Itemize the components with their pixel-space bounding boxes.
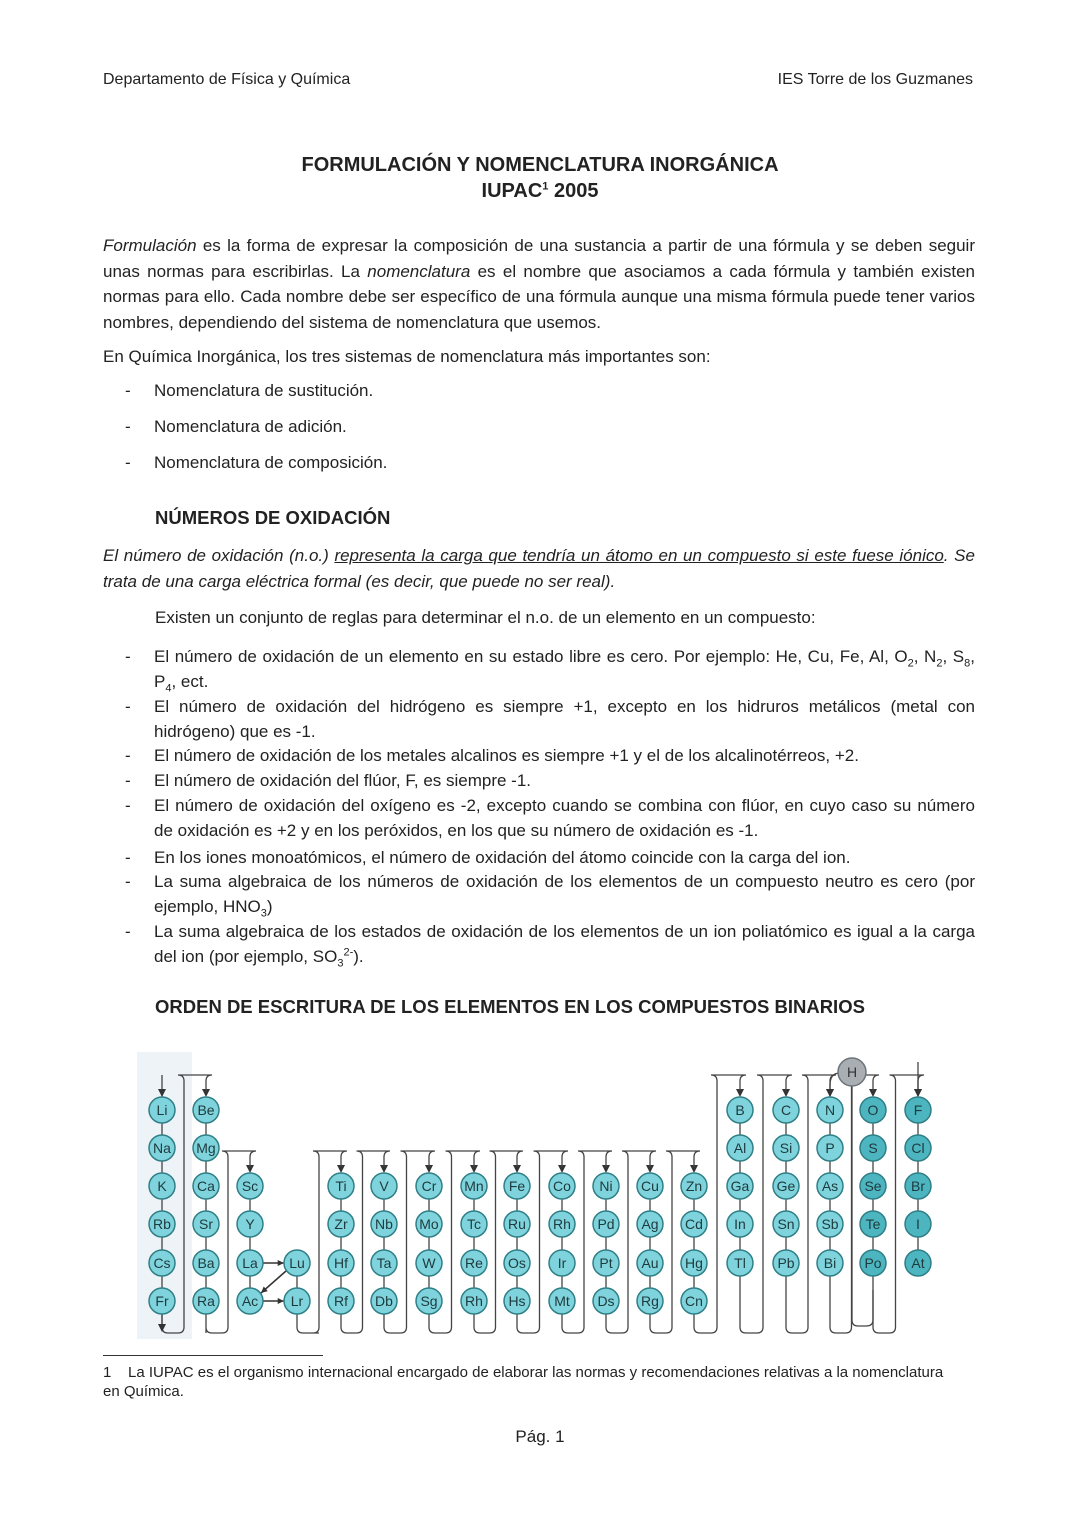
footnote-ref: 1 bbox=[542, 180, 549, 193]
intro-paragraph: Formulación es la forma de expresar la composición de una sustancia a partir de una fórmula y se deben seguir unas normas para escribirlas. La nomenclatura es el nombre que asociamos a cada fórmula y también existen normas para ello. Cada nombre debe ser específico de una fórmula aunque una misma fórmula puede tener varios nombres, dependiendo del sistema de nomenclatura que usemos. bbox=[103, 236, 976, 332]
element-symbol: Rh bbox=[465, 1293, 483, 1309]
element-symbol: Be bbox=[197, 1102, 215, 1118]
rule-item: - El número de oxidación de un elemento en su estado libre es cero. Por ejemplo: He, Cu, Fe, Al, $O_2$, $N_2$, $S_8$, $P_4$, ect. bbox=[125, 647, 975, 695]
document-title: FORMULACIÓN Y NOMENCLATURA INORGÁNICA bbox=[301, 154, 779, 176]
element-symbol: O bbox=[867, 1102, 879, 1118]
element-symbol: Pt bbox=[599, 1255, 613, 1271]
list-item: - Nomenclatura de sustitución. bbox=[125, 381, 374, 400]
list-item: - Nomenclatura de composición. bbox=[125, 453, 388, 472]
element-symbol: Sc bbox=[241, 1178, 259, 1194]
element-symbol: Hs bbox=[508, 1293, 526, 1309]
rule-item: - La suma algebraica de los números de oxidación de los elementos de un compuesto neutro es cero (por ejemplo, $HNO_3$) bbox=[125, 872, 975, 920]
element-symbol: Sb bbox=[821, 1216, 839, 1232]
element-symbol: V bbox=[379, 1178, 389, 1194]
element-symbol: Rh bbox=[553, 1216, 571, 1232]
element-symbol: Rb bbox=[153, 1216, 171, 1232]
rule-item: - En los iones monoatómicos, el número de oxidación del átomo coincide con la carga del ion. bbox=[125, 848, 851, 867]
element-symbol: Ir bbox=[557, 1255, 567, 1271]
header-school: IES Torre de los Guzmanes bbox=[777, 71, 973, 88]
page-number: Pág. 1 bbox=[515, 1427, 565, 1446]
element-symbol: As bbox=[821, 1178, 839, 1194]
element-symbol: Br bbox=[911, 1178, 925, 1194]
rule-item: - La suma algebraica de los estados de oxidación de los elementos de un ion poliatómico es igual a la carga del ion (por ejemplo, $SO_3^{2-}$). bbox=[125, 922, 975, 970]
element-symbol: Pd bbox=[597, 1216, 615, 1232]
element-symbol: Ac bbox=[241, 1293, 259, 1309]
element-symbol: Fr bbox=[155, 1293, 169, 1309]
element-symbol: Mn bbox=[464, 1178, 484, 1194]
element-symbol: Sn bbox=[777, 1216, 795, 1232]
element-symbol: Mg bbox=[196, 1140, 216, 1156]
element-symbol: Li bbox=[156, 1102, 168, 1118]
element-symbol: Rf bbox=[334, 1293, 348, 1309]
arrow-icon bbox=[278, 1260, 284, 1266]
element-symbol: Lr bbox=[290, 1293, 304, 1309]
element-symbol: Se bbox=[864, 1178, 882, 1194]
element-symbol: Ti bbox=[335, 1178, 347, 1194]
rule-item: - El número de oxidación del hidrógeno es siempre +1, excepto en los hidruros metálicos (metal con hidrógeno) que es -1. bbox=[125, 697, 975, 741]
element-symbol: Cn bbox=[685, 1293, 703, 1309]
element-symbol: Hg bbox=[685, 1255, 703, 1271]
element-symbol: Fe bbox=[508, 1178, 526, 1194]
rule-item: - El número de oxidación del flúor, F, es siempre -1. bbox=[125, 771, 532, 790]
element-symbol: W bbox=[422, 1255, 436, 1271]
element-symbol: Sr bbox=[199, 1216, 213, 1232]
element-symbol: Al bbox=[733, 1140, 747, 1156]
element-symbol: Ag bbox=[641, 1216, 659, 1232]
element-symbol: H bbox=[846, 1064, 858, 1080]
element-symbol: Mo bbox=[419, 1216, 439, 1232]
element-symbol: Sg bbox=[420, 1293, 438, 1309]
element-symbol: Y bbox=[245, 1216, 255, 1232]
element-symbol: Nb bbox=[375, 1216, 393, 1232]
element-symbol: Ra bbox=[197, 1293, 215, 1309]
element-symbol: Si bbox=[779, 1140, 793, 1156]
element-symbol: Au bbox=[641, 1255, 659, 1271]
element-symbol: K bbox=[157, 1178, 167, 1194]
element-symbol: Ga bbox=[730, 1178, 750, 1194]
element-symbol: At bbox=[911, 1255, 925, 1271]
element-symbol: S bbox=[868, 1140, 878, 1156]
rules-intro: Existen un conjunto de reglas para determinar el n.o. de un elemento en un compuesto: bbox=[155, 608, 816, 627]
element-symbol: Re bbox=[465, 1255, 483, 1271]
element-symbol: N bbox=[824, 1102, 836, 1118]
header-department: Departamento de Física y Química bbox=[103, 71, 351, 88]
footnote: 1 La IUPAC es el organismo internacional encargado de elaborar las normas y recomendaciones relativas a la nomenclatura en Química. bbox=[103, 1364, 944, 1400]
arrow-icon bbox=[914, 1089, 922, 1097]
element-symbol: Te bbox=[865, 1216, 881, 1232]
section-heading-order: ORDEN DE ESCRITURA DE LOS ELEMENTOS EN LOS COMPUESTOS BINARIOS bbox=[155, 996, 865, 1017]
list-item: - Nomenclatura de adición. bbox=[125, 417, 347, 436]
element-symbol: Co bbox=[553, 1178, 571, 1194]
element-symbol: I bbox=[916, 1216, 920, 1232]
element-symbol: B bbox=[735, 1102, 745, 1118]
arrow-icon bbox=[826, 1089, 834, 1097]
element-symbol: Cr bbox=[421, 1178, 437, 1194]
element-symbol: Mt bbox=[554, 1293, 570, 1309]
rule-item: - El número de oxidación del oxígeno es -2, excepto cuando se combina con flúor, en cuyo caso su número de oxidación es +2 y en los peróxidos, en los que su número de oxidación es -1. bbox=[125, 796, 975, 840]
arrow-icon bbox=[278, 1298, 284, 1304]
element-symbol: Zr bbox=[334, 1216, 348, 1232]
document-subtitle: IUPAC$^1$ 2005 bbox=[481, 180, 599, 202]
element-symbol: Po bbox=[864, 1255, 882, 1271]
element-symbol: F bbox=[913, 1102, 923, 1118]
element-symbol: Ba bbox=[197, 1255, 215, 1271]
element-symbol: Ru bbox=[508, 1216, 526, 1232]
element-symbol: La bbox=[242, 1255, 258, 1271]
element-symbol: Rg bbox=[641, 1293, 659, 1309]
element-symbol: Ds bbox=[597, 1293, 615, 1309]
element-symbol: Cl bbox=[911, 1140, 925, 1156]
element-symbol: Ca bbox=[197, 1178, 215, 1194]
element-symbol: Bi bbox=[823, 1255, 837, 1271]
systems-intro: En Química Inorgánica, los tres sistemas de nomenclatura más importantes son: bbox=[103, 347, 711, 366]
element-symbol: C bbox=[780, 1102, 792, 1118]
element-symbol: Ta bbox=[376, 1255, 392, 1271]
element-symbol: Zn bbox=[685, 1178, 703, 1194]
order-path bbox=[162, 1075, 924, 1333]
element-symbol: Cd bbox=[685, 1216, 703, 1232]
element-symbol: Pb bbox=[777, 1255, 795, 1271]
element-symbol: Lu bbox=[289, 1255, 305, 1271]
oxidation-definition: El número de oxidación (n.o.) representa la carga que tendría un átomo en un compuesto si este fuese iónico. Se trata de una carga eléctrica formal (es decir, que puede no ser real). bbox=[103, 546, 975, 591]
element-symbol: Cs bbox=[153, 1255, 171, 1271]
element-symbol: P bbox=[825, 1140, 835, 1156]
element-symbol: Hf bbox=[334, 1255, 348, 1271]
element-symbol: Na bbox=[153, 1140, 171, 1156]
element-symbol: Ge bbox=[776, 1178, 796, 1194]
element-symbol: Os bbox=[508, 1255, 526, 1271]
element-symbol: In bbox=[734, 1216, 746, 1232]
rule-item: - El número de oxidación de los metales alcalinos es siempre +1 y el de los alcalinotérreos, +2. bbox=[125, 746, 859, 765]
footnote-divider bbox=[103, 1355, 323, 1356]
section-heading-oxidation: NÚMEROS DE OXIDACIÓN bbox=[155, 507, 391, 528]
element-symbol: Db bbox=[375, 1293, 393, 1309]
element-symbol: Tl bbox=[734, 1255, 746, 1271]
element-symbol: Cu bbox=[641, 1178, 659, 1194]
element-symbol: Ni bbox=[599, 1178, 613, 1194]
element-symbol: Tc bbox=[467, 1216, 481, 1232]
